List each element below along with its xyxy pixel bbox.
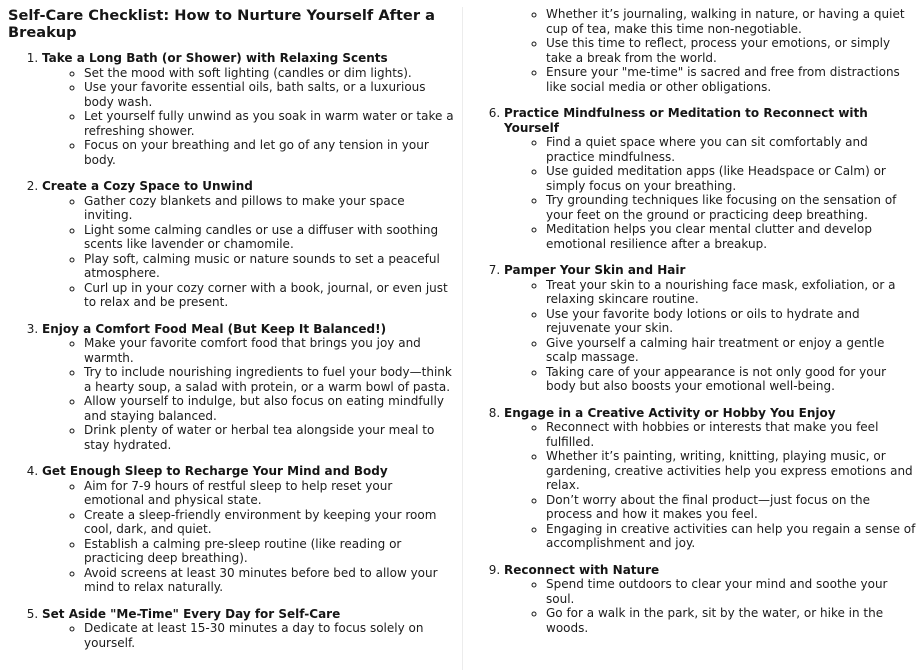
bullet-item: ◦ Engaging in creative activities can help you regain a sense of accomplishment and joy. — [546, 522, 916, 551]
bullet-item: ◦ Play soft, calming music or nature sounds to set a peaceful atmosphere. — [84, 252, 454, 281]
bullet-item: ◦ Use this time to reflect, process your emotions, or simply take a break from the world. — [546, 36, 916, 65]
bullet-item: ◦ Try grounding techniques like focusing on the sensation of your feet on the ground or practicing deep breathing. — [546, 193, 916, 222]
bullet-item: ◦ Focus on your breathing and let go of any tension in your body. — [84, 138, 454, 167]
checklist — [8, 7, 916, 670]
bullet-item: ◦ Treat your skin to a nourishing face mask, exfoliation, or a relaxing skincare routine. — [546, 278, 916, 307]
bullet-item: ◦ Gather cozy blankets and pillows to make your space inviting. — [84, 194, 454, 223]
section-bullets — [42, 194, 454, 310]
checklist-section — [504, 563, 916, 636]
section-heading: Pamper Your Skin and Hair — [504, 263, 686, 277]
checklist-section — [504, 406, 916, 551]
section-bullets — [504, 577, 916, 635]
section-bullets — [42, 479, 454, 595]
bullet-item: ◦ Drink plenty of water or herbal tea alongside your meal to stay hydrated. — [84, 423, 454, 452]
bullet-item: ◦ Give yourself a calming hair treatment or enjoy a gentle scalp massage. — [546, 336, 916, 365]
bullet-item: ◦ Find a quiet space where you can sit comfortably and practice mindfulness. — [546, 135, 916, 164]
bullet-item: ◦ Use your favorite essential oils, bath salts, or a luxurious body wash. — [84, 80, 454, 109]
bullet-item: ◦ Make your favorite comfort food that brings you joy and warmth. — [84, 336, 454, 365]
bullet-item: ◦ Whether it’s journaling, walking in nature, or having a quiet cup of tea, make this time non-negotiable. — [546, 7, 916, 36]
bullet-item: ◦ Allow yourself to indulge, but also focus on eating mindfully and staying balanced. — [84, 394, 454, 423]
bullet-item: ◦ Avoid screens at least 30 minutes before bed to allow your mind to relax naturally. — [84, 566, 454, 595]
document-title: Self-Care Checklist: How to Nurture Yourself After a Breakup — [8, 7, 435, 41]
bullet-item: ◦ Aim for 7-9 hours of restful sleep to help reset your emotional and physical state. — [84, 479, 454, 508]
checklist-section — [42, 322, 454, 453]
section-heading: Practice Mindfulness or Meditation to Reconnect with Yourself — [504, 106, 868, 135]
bullet-item: ◦ Dedicate at least 15-30 minutes a day to focus solely on yourself. — [84, 621, 454, 650]
section-bullets — [42, 336, 454, 452]
section-heading: Reconnect with Nature — [504, 562, 660, 577]
bullet-item: ◦ Create a sleep-friendly environment by keeping your room cool, dark, and quiet. — [84, 508, 454, 537]
bullet-item: ◦ Try to include nourishing ingredients to fuel your body—think a hearty soup, a salad with protein, or a warm bowl of pasta. — [84, 365, 454, 394]
section-heading: Take a Long Bath (or Shower) with Relaxing Scents — [42, 51, 388, 65]
bullet-item: ◦ Go for a walk in the park, sit by the water, or hike in the woods. — [546, 606, 916, 635]
bullet-item: ◦ Set the mood with soft lighting (candles or dim lights). — [84, 66, 454, 81]
section-heading: Engage in a Creative Activity or Hobby You Enjoy — [504, 405, 836, 420]
bullet-item: ◦ Reconnect with hobbies or interests that make you feel fulfilled. — [546, 420, 916, 449]
checklist-section — [504, 263, 916, 394]
bullet-item: ◦ Use guided meditation apps (like Headspace or Calm) or simply focus on your breathing. — [546, 164, 916, 193]
section-bullets — [504, 135, 916, 251]
bullet-item: ◦ Let yourself fully unwind as you soak in warm water or take a refreshing shower. — [84, 109, 454, 138]
bullet-item: ◦ Taking care of your appearance is not only good for your body but also boosts your emotional well-being. — [546, 365, 916, 394]
bullet-item: ◦ Ensure your "me-time" is sacred and free from distractions like social media or other obligations. — [546, 65, 916, 94]
section-heading: Get Enough Sleep to Recharge Your Mind and Body — [42, 464, 388, 478]
bullet-item: ◦ Light some calming candles or use a diffuser with soothing scents like lavender or chamomile. — [84, 223, 454, 252]
bullet-item: ◦ Spend time outdoors to clear your mind and soothe your soul. — [546, 577, 916, 606]
checklist-section — [504, 106, 916, 251]
bullet-item: ◦ Meditation helps you clear mental clutter and develop emotional resilience after a breakup. — [546, 222, 916, 251]
checklist-section — [42, 179, 454, 310]
section-bullets — [504, 420, 916, 551]
bullet-item: ◦ Use your favorite body lotions or oils to hydrate and rejuvenate your skin. — [546, 307, 916, 336]
bullet-item: ◦ Establish a calming pre-sleep routine (like reading or practicing deep breathing). — [84, 537, 454, 566]
bullet-item: ◦ Curl up in your cozy corner with a book, journal, or even just to relax and be present. — [84, 281, 454, 310]
section-heading: Enjoy a Comfort Food Meal (But Keep It Balanced!) — [42, 321, 387, 336]
bullet-item: ◦ Whether it’s painting, writing, knitting, playing music, or gardening, creative activities help you express emotions and relax. — [546, 449, 916, 493]
section-bullets — [42, 66, 454, 168]
section-bullets — [504, 278, 916, 394]
checklist-section — [42, 464, 454, 595]
checklist-section — [42, 51, 454, 167]
bullet-item: ◦ Don’t worry about the final product—just focus on the process and how it makes you feel. — [546, 493, 916, 522]
section-heading: Set Aside "Me-Time" Every Day for Self-Care — [42, 606, 341, 621]
section-heading: Create a Cozy Space to Unwind — [42, 179, 253, 193]
